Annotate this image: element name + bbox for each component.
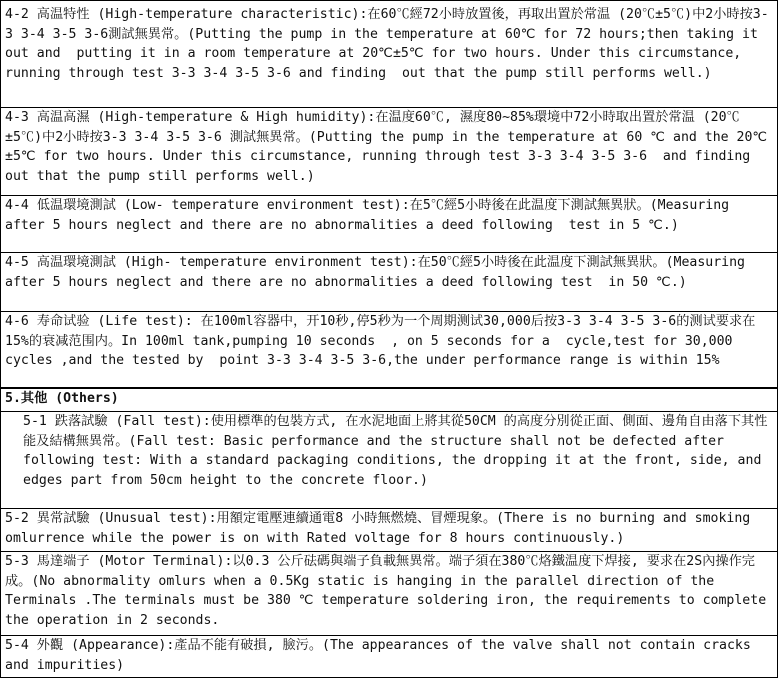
section-5-2-unusual-test: 5-2 異常試驗 (Unusual test):用額定電壓連續通電8 小時無燃燒、冒煙現象。(There is no burning and smoking omlurrence while the power is on with Rated voltage for 8 hours continuously.) <box>1 508 777 550</box>
section-4-6-life-test: 4-6 寿命试验 (Life test): 在100ml容器中，开10秒,停5秒为一个周期测试30,000后按3-3 3-4 3-5 3-6的测试要求在15%的衰减范围内。In 100ml tank,pumping 10 seconds , on 5 seconds for a cycle,test for 30,000 cycles ,and the tested by point 3-3 3-4 3-5 3-6,the under performance range is within 15% <box>1 311 777 386</box>
section-4-5-high-temperature-test: 4-5 高温環境測試 (High- temperature environment test):在50℃經5小時後在此温度下測試無異狀。(Measuring after 5 hours neglect and there are no abnormalities a deed following test in 50 ℃.) <box>1 252 777 309</box>
section-4-4-low-temperature-test: 4-4 低温環境測試 (Low- temperature environment test):在5℃經5小時後在此温度下測試無異狀。(Measuring after 5 hours neglect and there are no abnormalities a deed following test in 5 ℃.) <box>1 195 777 250</box>
section-5-others-heading: 5.其他 (Others) <box>1 387 777 409</box>
section-5-3-motor-terminal: 5-3 馬達端子 (Motor Terminal):以0.3 公斤砝碼與端子負載無異常。端子須在380℃烙鐵温度下焊接, 要求在2S內操作完成。(No abnormality omlurs when a 0.5Kg static is hanging in the parallel direction of the Terminals .The terminals must be 380 ℃ temperature soldering iron, the requirements to complete the operation in 2 seconds. <box>1 551 777 635</box>
section-4-3-high-temperature-humidity: 4-3 高温高濕 (High-temperature & High humidity):在温度60℃, 濕度80~85%環境中72小時取出置於常温 (20℃±5℃)中2小時按3-3 3-4 3-5 3-6 測試無異常。(Putting the pump in the temperature at 60 ℃ and the 20℃±5℃ for two hours. Under this circumstance, running through test 3-3 3-4 3-5 3-6 and finding out that the pump still performs well.) <box>1 107 777 193</box>
section-5-1-fall-test: 5-1 跌落試驗 (Fall test):使用標準的包裝方式, 在水泥地面上將其從50CM 的高度分別從正面、側面、邊角自由落下其性能及結構無異常。(Fall test: Basic performance and the structure shall not be defected after following test: With a standard packaging conditions, the dropping it at the front, side, and edges part from 50cm height to the concrete floor.) <box>1 411 777 507</box>
section-5-4-appearance: 5-4 外觀 (Appearance):產品不能有破損, 臉污。(The appearances of the valve shall not contain cracks and impurities) <box>1 635 777 677</box>
section-4-2-high-temperature-characteristic: 4-2 高温特性 (High-temperature characteristic):在60℃經72小時放置後，再取出置於常温 (20℃±5℃)中2小時按3-3 3-4 3-5 3-6測試無異常。(Putting the pump in the temperature at 60℃ for 72 hours;then taking it out and putting it in a room temperature at 20℃±5℃ for two hours. Under this circumstance, running through test 3-3 3-4 3-5 3-6 and finding out that the pump still performs well.) <box>5 7 769 81</box>
